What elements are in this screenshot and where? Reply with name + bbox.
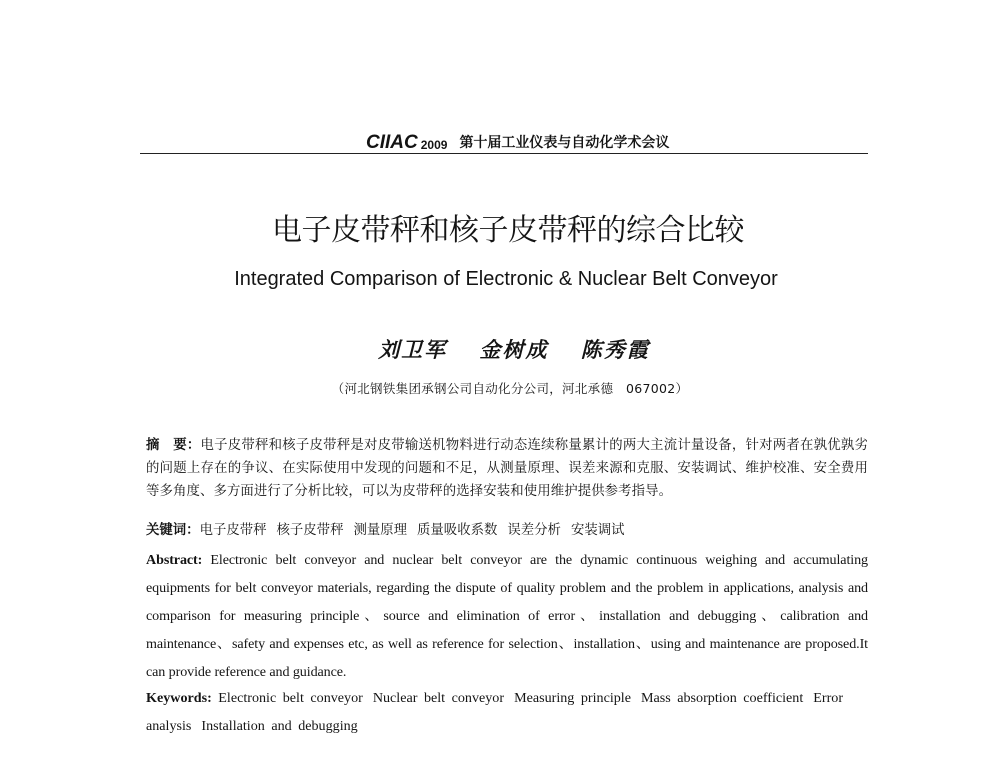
keyword-en: Error analysis bbox=[146, 690, 844, 734]
keyword-en: Measuring principle bbox=[514, 690, 631, 706]
keywords-chinese bbox=[146, 519, 868, 542]
header-rule bbox=[140, 153, 868, 154]
conference-logo bbox=[366, 134, 447, 152]
keyword-en: Nuclear belt conveyor bbox=[372, 690, 505, 706]
abstract-chinese-label: 摘 要： bbox=[146, 438, 201, 453]
keywords-english bbox=[146, 684, 868, 740]
abstract-english-label: Abstract: bbox=[146, 552, 203, 568]
abstract-chinese bbox=[146, 434, 868, 503]
logo-year: 2009 bbox=[420, 138, 448, 152]
keyword-cn: 核子皮带秤 bbox=[276, 523, 344, 538]
running-header bbox=[366, 128, 669, 152]
abstract-chinese-text: 电子皮带秤和核子皮带秤是对皮带输送机物料进行动态连续称量累计的两大主流计量设备，针对两者在孰优孰劣的问题上存在的争议、在实际使用中发现的问题和不足，从测量原理、误差来源和克服、安装调试、维护校准、安全费用等多角度、多方面进行了分析比较，可以为皮带秤的选择安装和使用维护提供参考指导。 bbox=[146, 438, 868, 499]
keyword-en: Mass absorption coefficient bbox=[640, 690, 804, 706]
conference-name: 第十届工业仪表与自动化学术会议 bbox=[459, 135, 670, 151]
keyword-cn: 测量原理 bbox=[353, 523, 408, 538]
title-english: Integrated Comparison of Electronic & Nuclear Belt Conveyor bbox=[234, 268, 778, 290]
keywords-english-label: Keywords: bbox=[146, 690, 212, 706]
logo-mark: CIIAC bbox=[366, 132, 418, 153]
keyword-cn: 误差分析 bbox=[507, 523, 561, 538]
keywords-chinese-label: 关键词： bbox=[146, 523, 200, 538]
abstract-english bbox=[146, 546, 868, 686]
authors: 刘卫军 金树成 陈秀霞 bbox=[378, 337, 650, 362]
keyword-cn: 电子皮带秤 bbox=[199, 523, 267, 538]
abstract-english-text: Electronic belt conveyor and nuclear belt conveyor are the dynamic continuous weighing and accumulating equipments for belt conveyor materials, regarding the dispute of quality problem and the problem in applications, analysis and comparison for measuring principle、source and elimination of error、installation and debugging、calibration and maintenance、safety and expenses etc, as well as reference for selection、installation、using and maintenance are proposed.It can provide reference and guidance. bbox=[146, 552, 868, 680]
affiliation: （河北钢铁集团承钢公司自动化分公司，河北承德 067002） bbox=[331, 381, 689, 396]
keyword-cn: 安装调试 bbox=[570, 523, 625, 538]
keyword-en: Electronic belt conveyor bbox=[218, 690, 363, 706]
keyword-cn: 质量吸收系数 bbox=[417, 523, 498, 538]
title-chinese: 电子皮带秤和核子皮带秤的综合比较 bbox=[272, 213, 744, 248]
keyword-en: Installation and debugging bbox=[201, 718, 358, 734]
